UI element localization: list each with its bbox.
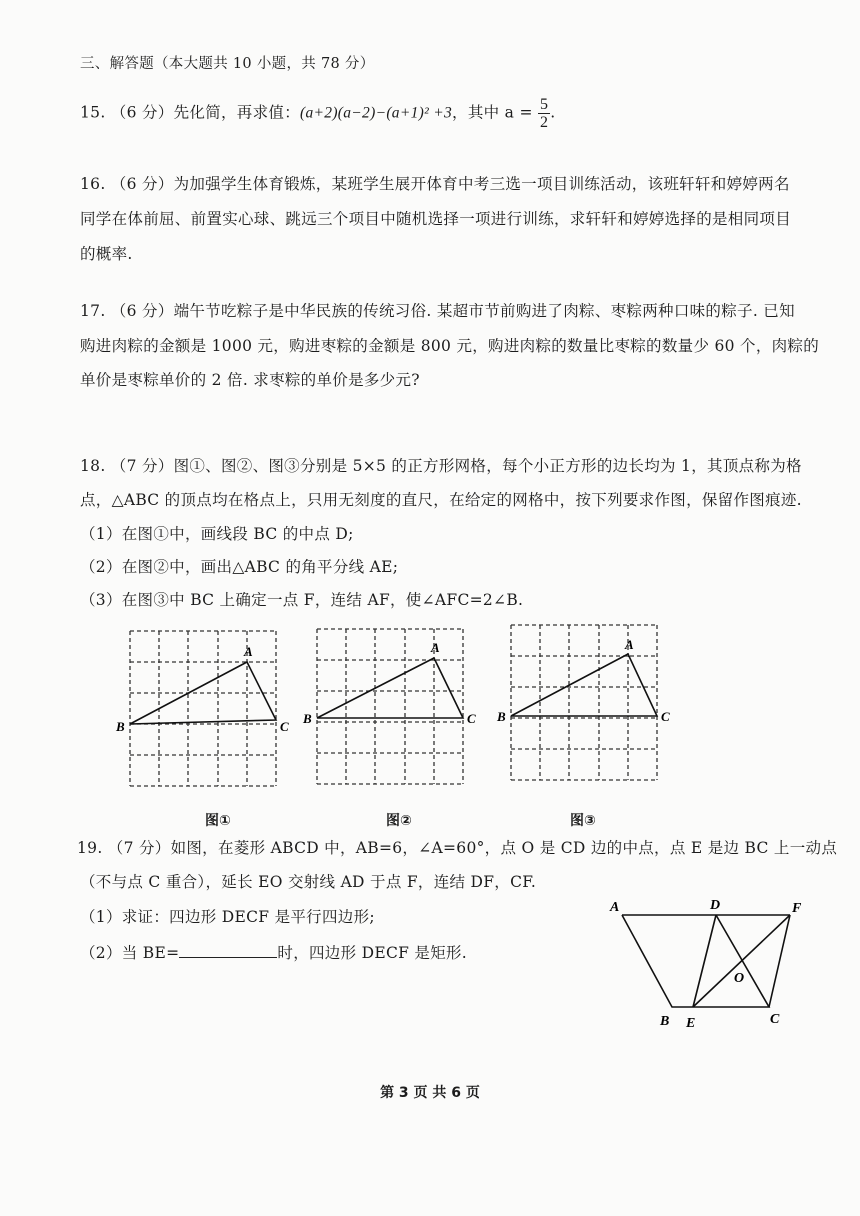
- grid-lines: [130, 631, 276, 786]
- q15-condition: ，其中 a =: [452, 103, 533, 122]
- q19-line-2: （不与点 C 重合），延长 EO 交射线 AD 于点 F，连结 DF，CF.: [80, 873, 537, 891]
- label-a: A: [625, 637, 634, 652]
- label-a: A: [244, 644, 253, 659]
- q15-expression: (a+2)(a−2)−(a+1)² +3: [300, 104, 453, 122]
- label-a: A: [610, 900, 620, 915]
- label-b: B: [660, 1014, 670, 1029]
- page-footer: 第 3 页 共 6 页: [380, 1085, 480, 1101]
- q15-frac-numerator: 5: [539, 96, 549, 113]
- q15-score: （6 分）: [110, 103, 174, 122]
- label-a: A: [431, 640, 440, 655]
- grid-figure-3: [494, 618, 684, 792]
- q15-fraction: [538, 96, 550, 131]
- q19-line-1: 19. （7 分）如图，在菱形 ABCD 中，AB=6，∠A=60°，点 O 是 CD 边的中点，点 E 是边 BC 上一动点: [77, 839, 838, 857]
- q19-part-2-prefix: （2）当 BE=: [80, 944, 180, 962]
- q18-line-1: 18. （7 分）图①、图②、图③分别是 5×5 的正方形网格，每个小正方形的边长均为 1，其顶点称为格: [80, 457, 802, 475]
- label-b: B: [116, 719, 125, 734]
- q18-part-3: （3）在图③中 BC 上确定一点 F，连结 AF，使∠AFC=2∠B.: [80, 591, 524, 609]
- q15-frac-denominator: 2: [539, 114, 549, 131]
- label-c: C: [280, 719, 289, 734]
- grid-figure-2: [300, 622, 484, 792]
- answer-blank: [179, 943, 277, 958]
- triangle-abc: [317, 658, 463, 718]
- q17-line-1: 17. （6 分）端午节吃粽子是中华民族的传统习俗. 某超市节前购进了肉粽、枣粽两种口味的粽子. 已知: [80, 302, 795, 320]
- section-header: 三、解答题（本大题共 10 小题，共 78 分）: [80, 56, 375, 72]
- label-b: B: [303, 711, 312, 726]
- q19-part-2: [80, 941, 467, 963]
- q16-line-1: 16. （6 分）为加强学生体育锻炼，某班学生展开体育中考三选一项目训练活动，该班轩轩和婷婷两名: [80, 175, 790, 193]
- label-e: E: [686, 1016, 696, 1031]
- rhombus-figure: [600, 895, 820, 1035]
- q18-part-1: （1）在图①中，画线段 BC 的中点 D;: [80, 525, 354, 543]
- caption-figure-3: 图③: [570, 813, 596, 829]
- question-15: [80, 96, 556, 131]
- q15-intro: 先化简，再求值：: [173, 103, 300, 122]
- q15-number: 15.: [80, 103, 106, 122]
- q19-part-2-suffix: 时，四边形 DECF 是矩形.: [277, 944, 468, 962]
- label-f: F: [792, 901, 802, 916]
- label-c: C: [661, 709, 670, 724]
- segment-de: [693, 915, 716, 1007]
- label-c: C: [770, 1012, 780, 1027]
- segment-fc: [769, 915, 790, 1007]
- q17-line-3: 单价是枣粽单价的 2 倍. 求枣粽的单价是多少元?: [80, 371, 420, 389]
- triangle-abc: [511, 654, 657, 716]
- q16-line-3: 的概率.: [80, 245, 133, 263]
- label-c: C: [467, 711, 476, 726]
- q18-line-2: 点，△ABC 的顶点均在格点上，只用无刻度的直尺，在给定的网格中，按下列要求作图，保留作图痕迹.: [80, 491, 802, 509]
- label-d: D: [710, 898, 721, 913]
- q16-line-2: 同学在体前屈、前置实心球、跳远三个项目中随机选择一项进行训练，求轩轩和婷婷选择的是相同项目: [80, 210, 792, 228]
- grid-lines: [511, 625, 657, 780]
- q17-line-2: 购进肉粽的金额是 1000 元，购进枣粽的金额是 800 元，购进肉粽的数量比枣粽的数量少 60 个，肉粽的: [80, 337, 820, 355]
- grid-figure-1: [112, 624, 296, 794]
- rhombus-sides: [622, 915, 769, 1007]
- q18-part-2: （2）在图②中，画出△ABC 的角平分线 AE;: [80, 558, 399, 576]
- label-b: B: [497, 709, 506, 724]
- q15-end: .: [550, 103, 556, 122]
- segment-ef: [693, 915, 790, 1007]
- q19-part-1: （1）求证：四边形 DECF 是平行四边形;: [80, 908, 375, 926]
- label-o: O: [734, 971, 745, 986]
- caption-figure-2: 图②: [386, 813, 412, 829]
- caption-figure-1: 图①: [205, 813, 231, 829]
